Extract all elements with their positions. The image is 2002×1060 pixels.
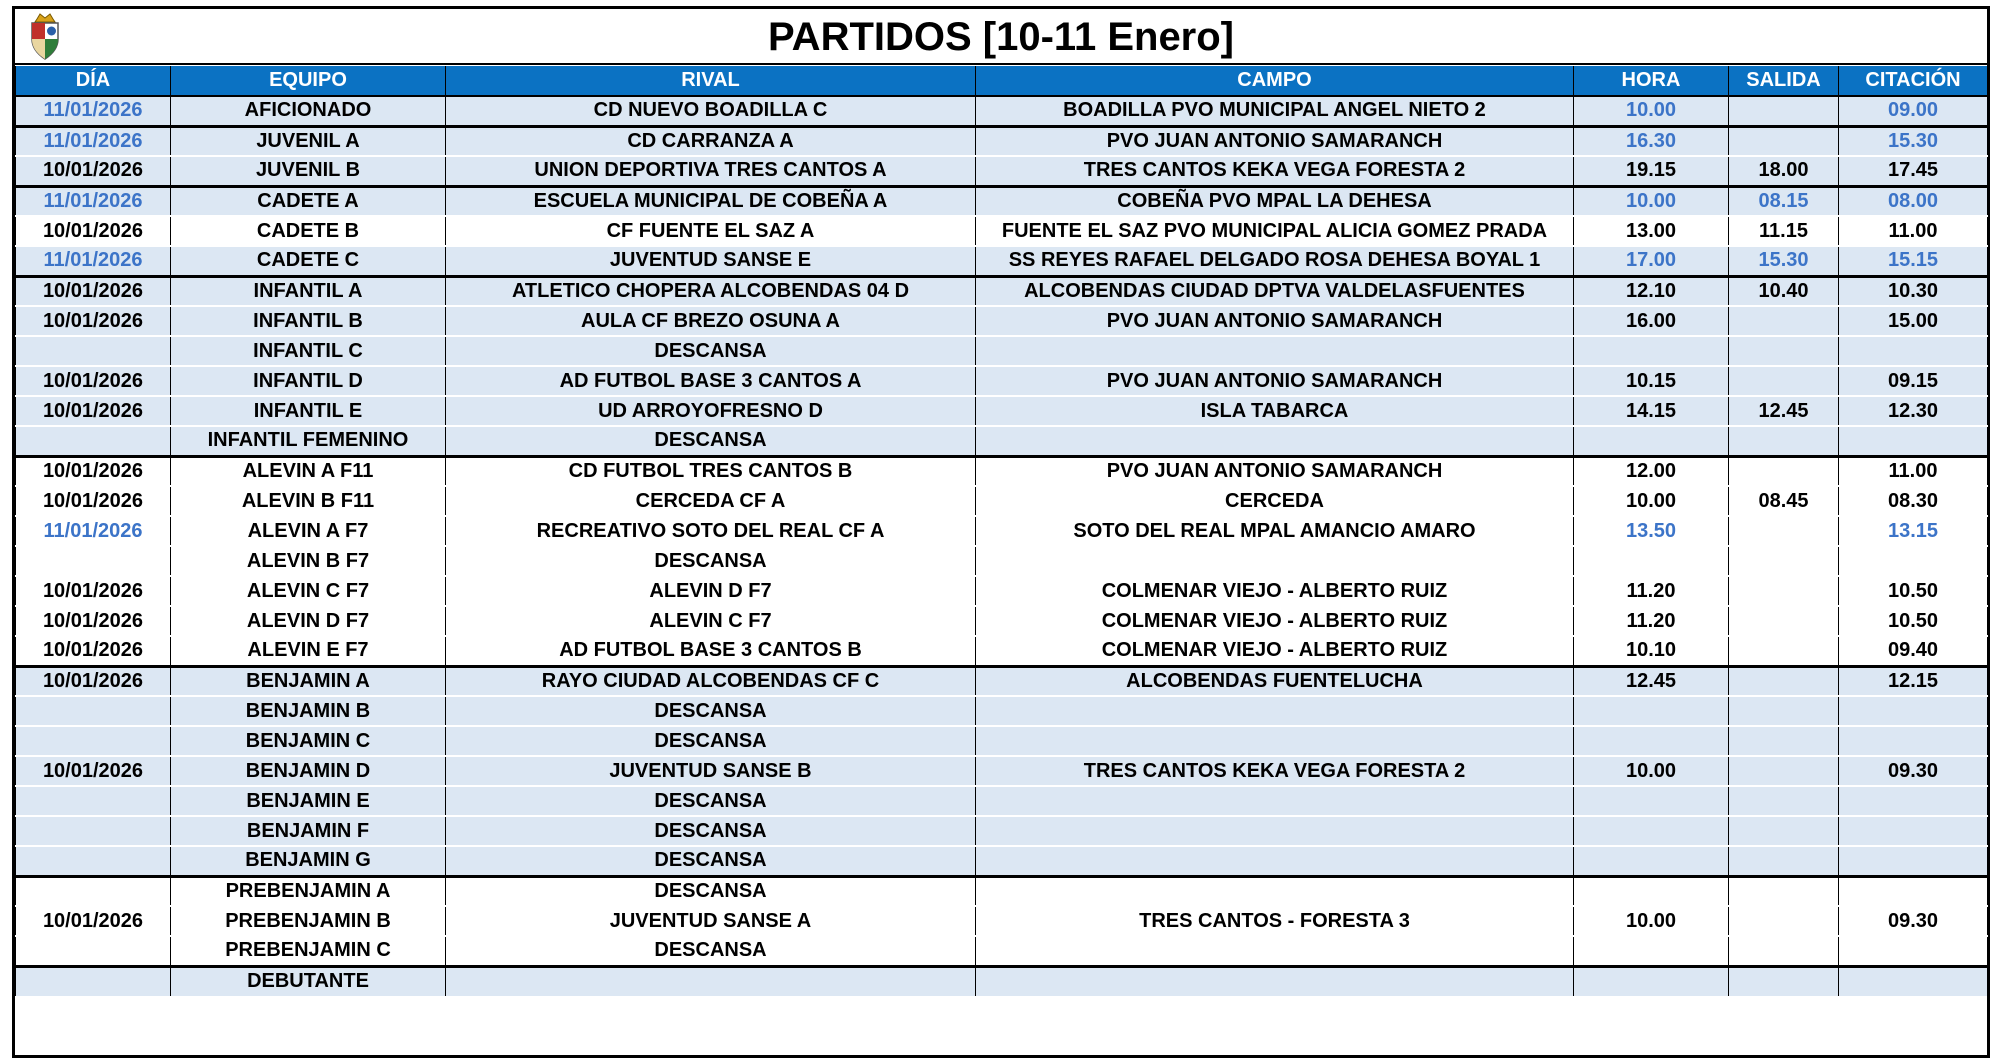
cell-equipo: PREBENJAMIN C <box>171 936 446 966</box>
cell-equipo: PREBENJAMIN A <box>171 876 446 906</box>
cell-citacion: 09.15 <box>1839 366 1988 396</box>
cell-salida <box>1729 456 1839 486</box>
cell-rival: DESCANSA <box>446 786 976 816</box>
cell-dia: 10/01/2026 <box>16 486 171 516</box>
cell-equipo: ALEVIN C F7 <box>171 576 446 606</box>
cell-citacion: 15.30 <box>1839 126 1988 156</box>
cell-campo: COBEÑA PVO MPAL LA DEHESA <box>976 186 1574 216</box>
cell-equipo: DEBUTANTE <box>171 966 446 996</box>
cell-campo: FUENTE EL SAZ PVO MUNICIPAL ALICIA GOMEZ PRADA <box>976 216 1574 246</box>
table-row <box>16 666 1988 696</box>
cell-equipo: ALEVIN B F7 <box>171 546 446 576</box>
table-row <box>16 186 1988 216</box>
cell-citacion <box>1839 936 1988 966</box>
cell-dia: 10/01/2026 <box>16 276 171 306</box>
cell-dia <box>16 936 171 966</box>
cell-campo: PVO JUAN ANTONIO SAMARANCH <box>976 366 1574 396</box>
cell-citacion: 10.50 <box>1839 576 1988 606</box>
cell-campo: COLMENAR VIEJO - ALBERTO RUIZ <box>976 576 1574 606</box>
cell-equipo: ALEVIN D F7 <box>171 606 446 636</box>
cell-hora <box>1574 726 1729 756</box>
cell-dia: 10/01/2026 <box>16 156 171 186</box>
cell-equipo: BENJAMIN G <box>171 846 446 876</box>
cell-campo <box>976 546 1574 576</box>
cell-campo: ALCOBENDAS CIUDAD DPTVA VALDELASFUENTES <box>976 276 1574 306</box>
cell-hora: 10.15 <box>1574 366 1729 396</box>
cell-dia <box>16 696 171 726</box>
cell-hora: 14.15 <box>1574 396 1729 426</box>
cell-equipo: INFANTIL D <box>171 366 446 396</box>
column-header-salida: SALIDA <box>1729 66 1839 96</box>
cell-rival: AD FUTBOL BASE 3 CANTOS A <box>446 366 976 396</box>
cell-salida <box>1729 726 1839 756</box>
cell-hora: 12.45 <box>1574 666 1729 696</box>
cell-dia: 10/01/2026 <box>16 906 171 936</box>
cell-citacion: 09.30 <box>1839 756 1988 786</box>
cell-equipo: BENJAMIN F <box>171 816 446 846</box>
cell-hora <box>1574 816 1729 846</box>
cell-salida <box>1729 576 1839 606</box>
cell-hora <box>1574 786 1729 816</box>
cell-citacion <box>1839 426 1988 456</box>
cell-equipo: ALEVIN A F7 <box>171 516 446 546</box>
cell-dia: 10/01/2026 <box>16 366 171 396</box>
cell-dia: 11/01/2026 <box>16 246 171 276</box>
page-title: PARTIDOS [10-11 Enero] <box>767 15 1235 59</box>
cell-hora: 10.00 <box>1574 186 1729 216</box>
cell-rival: JUVENTUD SANSE B <box>446 756 976 786</box>
cell-dia: 10/01/2026 <box>16 606 171 636</box>
cell-hora: 13.00 <box>1574 216 1729 246</box>
cell-citacion: 08.30 <box>1839 486 1988 516</box>
cell-campo <box>976 786 1574 816</box>
column-header-hora: HORA <box>1574 66 1729 96</box>
cell-citacion: 10.30 <box>1839 276 1988 306</box>
cell-salida: 10.40 <box>1729 276 1839 306</box>
cell-equipo: INFANTIL C <box>171 336 446 366</box>
cell-salida <box>1729 966 1839 996</box>
cell-equipo: JUVENIL B <box>171 156 446 186</box>
cell-hora: 10.00 <box>1574 96 1729 126</box>
table-row <box>16 906 1988 936</box>
cell-campo: COLMENAR VIEJO - ALBERTO RUIZ <box>976 636 1574 666</box>
cell-salida <box>1729 756 1839 786</box>
table-row <box>16 126 1988 156</box>
cell-dia: 11/01/2026 <box>16 96 171 126</box>
cell-equipo: INFANTIL E <box>171 396 446 426</box>
cell-salida: 08.45 <box>1729 486 1839 516</box>
cell-equipo: ALEVIN A F11 <box>171 456 446 486</box>
cell-salida <box>1729 666 1839 696</box>
table-row <box>16 756 1988 786</box>
cell-dia: 10/01/2026 <box>16 756 171 786</box>
table-row <box>16 516 1988 546</box>
cell-rival: JUVENTUD SANSE E <box>446 246 976 276</box>
cell-salida <box>1729 426 1839 456</box>
cell-dia: 10/01/2026 <box>16 216 171 246</box>
cell-citacion: 17.45 <box>1839 156 1988 186</box>
cell-equipo: ALEVIN B F11 <box>171 486 446 516</box>
cell-hora <box>1574 336 1729 366</box>
cell-campo <box>976 966 1574 996</box>
cell-equipo: CADETE A <box>171 186 446 216</box>
cell-rival: CD FUTBOL TRES CANTOS B <box>446 456 976 486</box>
cell-dia: 10/01/2026 <box>16 576 171 606</box>
cell-campo <box>976 816 1574 846</box>
cell-dia <box>16 966 171 996</box>
cell-hora: 16.30 <box>1574 126 1729 156</box>
cell-rival: DESCANSA <box>446 876 976 906</box>
cell-salida <box>1729 936 1839 966</box>
cell-citacion <box>1839 876 1988 906</box>
cell-hora: 12.10 <box>1574 276 1729 306</box>
cell-equipo: BENJAMIN C <box>171 726 446 756</box>
cell-citacion: 11.00 <box>1839 456 1988 486</box>
cell-salida <box>1729 366 1839 396</box>
table-row <box>16 396 1988 426</box>
cell-dia: 11/01/2026 <box>16 126 171 156</box>
cell-dia <box>16 876 171 906</box>
cell-salida <box>1729 696 1839 726</box>
cell-equipo: INFANTIL FEMENINO <box>171 426 446 456</box>
table-row <box>16 816 1988 846</box>
cell-salida <box>1729 906 1839 936</box>
cell-rival: ALEVIN D F7 <box>446 576 976 606</box>
cell-rival: ATLETICO CHOPERA ALCOBENDAS 04 D <box>446 276 976 306</box>
cell-salida: 11.15 <box>1729 216 1839 246</box>
table-row <box>16 936 1988 966</box>
matches-table <box>15 66 1988 996</box>
cell-campo <box>976 336 1574 366</box>
cell-campo: PVO JUAN ANTONIO SAMARANCH <box>976 456 1574 486</box>
table-row <box>16 216 1988 246</box>
cell-equipo: CADETE C <box>171 246 446 276</box>
cell-equipo: CADETE B <box>171 216 446 246</box>
cell-salida <box>1729 546 1839 576</box>
cell-salida <box>1729 126 1839 156</box>
cell-citacion: 13.15 <box>1839 516 1988 546</box>
cell-hora: 13.50 <box>1574 516 1729 546</box>
cell-campo: CERCEDA <box>976 486 1574 516</box>
table-row <box>16 576 1988 606</box>
cell-dia <box>16 816 171 846</box>
cell-rival: DESCANSA <box>446 426 976 456</box>
cell-hora: 10.00 <box>1574 756 1729 786</box>
column-header-dia: DÍA <box>16 66 171 96</box>
cell-citacion <box>1839 786 1988 816</box>
cell-citacion: 11.00 <box>1839 216 1988 246</box>
cell-campo <box>976 726 1574 756</box>
cell-rival: DESCANSA <box>446 336 976 366</box>
cell-rival: ALEVIN C F7 <box>446 606 976 636</box>
table-row <box>16 246 1988 276</box>
cell-citacion: 12.15 <box>1839 666 1988 696</box>
cell-rival: JUVENTUD SANSE A <box>446 906 976 936</box>
table-row <box>16 546 1988 576</box>
cell-campo: ISLA TABARCA <box>976 396 1574 426</box>
cell-hora <box>1574 696 1729 726</box>
cell-campo <box>976 846 1574 876</box>
cell-dia: 11/01/2026 <box>16 186 171 216</box>
table-row <box>16 606 1988 636</box>
cell-citacion: 15.15 <box>1839 246 1988 276</box>
cell-equipo: BENJAMIN A <box>171 666 446 696</box>
cell-equipo: INFANTIL B <box>171 306 446 336</box>
cell-campo <box>976 696 1574 726</box>
table-row <box>16 306 1988 336</box>
cell-citacion: 15.00 <box>1839 306 1988 336</box>
cell-campo: ALCOBENDAS FUENTELUCHA <box>976 666 1574 696</box>
table-row <box>16 636 1988 666</box>
cell-rival <box>446 966 976 996</box>
cell-citacion <box>1839 336 1988 366</box>
table-row <box>16 276 1988 306</box>
cell-hora: 17.00 <box>1574 246 1729 276</box>
cell-dia: 11/01/2026 <box>16 516 171 546</box>
cell-salida <box>1729 636 1839 666</box>
cell-citacion <box>1839 696 1988 726</box>
cell-salida <box>1729 516 1839 546</box>
cell-citacion: 12.30 <box>1839 396 1988 426</box>
cell-rival: ESCUELA MUNICIPAL DE COBEÑA A <box>446 186 976 216</box>
cell-rival: DESCANSA <box>446 846 976 876</box>
cell-citacion <box>1839 816 1988 846</box>
table-header <box>16 66 1988 96</box>
table-row <box>16 456 1988 486</box>
table-row <box>16 426 1988 456</box>
cell-hora: 10.00 <box>1574 486 1729 516</box>
cell-equipo: AFICIONADO <box>171 96 446 126</box>
cell-citacion: 09.40 <box>1839 636 1988 666</box>
cell-dia <box>16 726 171 756</box>
column-header-citacion: CITACIÓN <box>1839 66 1988 96</box>
cell-hora <box>1574 966 1729 996</box>
cell-salida <box>1729 336 1839 366</box>
table-row <box>16 696 1988 726</box>
cell-campo: BOADILLA PVO MUNICIPAL ANGEL NIETO 2 <box>976 96 1574 126</box>
cell-salida <box>1729 606 1839 636</box>
cell-dia <box>16 426 171 456</box>
cell-hora: 19.15 <box>1574 156 1729 186</box>
cell-campo: COLMENAR VIEJO - ALBERTO RUIZ <box>976 606 1574 636</box>
cell-salida: 12.45 <box>1729 396 1839 426</box>
cell-dia: 10/01/2026 <box>16 666 171 696</box>
cell-citacion: 08.00 <box>1839 186 1988 216</box>
cell-hora <box>1574 936 1729 966</box>
cell-hora: 10.00 <box>1574 906 1729 936</box>
cell-equipo: BENJAMIN E <box>171 786 446 816</box>
cell-dia <box>16 786 171 816</box>
cell-rival: AD FUTBOL BASE 3 CANTOS B <box>446 636 976 666</box>
table-row <box>16 366 1988 396</box>
cell-dia <box>16 846 171 876</box>
table-row <box>16 786 1988 816</box>
table-row <box>16 726 1988 756</box>
cell-hora: 11.20 <box>1574 606 1729 636</box>
cell-campo: SOTO DEL REAL MPAL AMANCIO AMARO <box>976 516 1574 546</box>
cell-salida <box>1729 96 1839 126</box>
cell-dia: 10/01/2026 <box>16 306 171 336</box>
cell-hora: 10.10 <box>1574 636 1729 666</box>
table-row <box>16 156 1988 186</box>
cell-rival: RECREATIVO SOTO DEL REAL CF A <box>446 516 976 546</box>
cell-hora <box>1574 426 1729 456</box>
table-row <box>16 846 1988 876</box>
cell-campo: TRES CANTOS - FORESTA 3 <box>976 906 1574 936</box>
cell-rival: DESCANSA <box>446 696 976 726</box>
cell-rival: DESCANSA <box>446 816 976 846</box>
cell-dia <box>16 336 171 366</box>
cell-hora: 12.00 <box>1574 456 1729 486</box>
cell-campo <box>976 936 1574 966</box>
table-row <box>16 876 1988 906</box>
cell-campo <box>976 426 1574 456</box>
cell-campo: PVO JUAN ANTONIO SAMARANCH <box>976 306 1574 336</box>
column-header-rival: RIVAL <box>446 66 976 96</box>
cell-dia: 10/01/2026 <box>16 636 171 666</box>
cell-campo <box>976 876 1574 906</box>
cell-hora <box>1574 546 1729 576</box>
cell-citacion <box>1839 546 1988 576</box>
cell-salida <box>1729 816 1839 846</box>
cell-hora <box>1574 846 1729 876</box>
cell-rival: AULA CF BREZO OSUNA A <box>446 306 976 336</box>
cell-citacion <box>1839 846 1988 876</box>
cell-equipo: INFANTIL A <box>171 276 446 306</box>
cell-dia: 10/01/2026 <box>16 456 171 486</box>
cell-rival: UD ARROYOFRESNO D <box>446 396 976 426</box>
cell-campo: SS REYES RAFAEL DELGADO ROSA DEHESA BOYAL 1 <box>976 246 1574 276</box>
cell-rival: UNION DEPORTIVA TRES CANTOS A <box>446 156 976 186</box>
cell-citacion <box>1839 966 1988 996</box>
table-row <box>16 486 1988 516</box>
cell-citacion: 09.30 <box>1839 906 1988 936</box>
cell-equipo: ALEVIN E F7 <box>171 636 446 666</box>
cell-equipo: BENJAMIN B <box>171 696 446 726</box>
column-header-equipo: EQUIPO <box>171 66 446 96</box>
cell-hora: 16.00 <box>1574 306 1729 336</box>
cell-salida <box>1729 306 1839 336</box>
cell-rival: DESCANSA <box>446 726 976 756</box>
cell-campo: TRES CANTOS KEKA VEGA FORESTA 2 <box>976 156 1574 186</box>
cell-rival: CF FUENTE EL SAZ A <box>446 216 976 246</box>
cell-citacion: 09.00 <box>1839 96 1988 126</box>
cell-hora: 11.20 <box>1574 576 1729 606</box>
cell-citacion <box>1839 726 1988 756</box>
cell-salida <box>1729 786 1839 816</box>
cell-dia <box>16 546 171 576</box>
cell-citacion: 10.50 <box>1839 606 1988 636</box>
cell-equipo: BENJAMIN D <box>171 756 446 786</box>
cell-equipo: PREBENJAMIN B <box>171 906 446 936</box>
table-row <box>16 336 1988 366</box>
column-header-campo: CAMPO <box>976 66 1574 96</box>
table-row <box>16 96 1988 126</box>
table-row <box>16 966 1988 996</box>
cell-salida <box>1729 846 1839 876</box>
cell-salida <box>1729 876 1839 906</box>
cell-rival: CD CARRANZA A <box>446 126 976 156</box>
cell-hora <box>1574 876 1729 906</box>
cell-rival: CERCEDA CF A <box>446 486 976 516</box>
cell-salida: 15.30 <box>1729 246 1839 276</box>
cell-salida: 18.00 <box>1729 156 1839 186</box>
cell-dia: 10/01/2026 <box>16 396 171 426</box>
cell-rival: RAYO CIUDAD ALCOBENDAS CF C <box>446 666 976 696</box>
cell-campo: TRES CANTOS KEKA VEGA FORESTA 2 <box>976 756 1574 786</box>
cell-rival: DESCANSA <box>446 936 976 966</box>
schedule-sheet <box>12 6 1990 1058</box>
cell-rival: DESCANSA <box>446 546 976 576</box>
cell-equipo: JUVENIL A <box>171 126 446 156</box>
cell-campo: PVO JUAN ANTONIO SAMARANCH <box>976 126 1574 156</box>
cell-salida: 08.15 <box>1729 186 1839 216</box>
cell-rival: CD NUEVO BOADILLA C <box>446 96 976 126</box>
title-row <box>15 9 1987 65</box>
